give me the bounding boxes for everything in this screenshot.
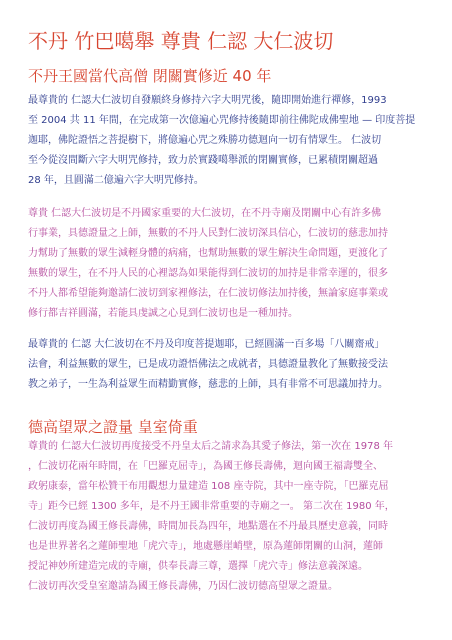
paragraph-puja: 最尊貴的 仁認 大仁波切在不丹及印度菩提迦耶，已經圓滿一百多場「八關齋戒」 法會，利益無數的眾生，已是成功證悟佛法之成就者，具德證量教化了無數接受法 教之弟子，一生為利益眾生而精勤實修，慈悲的上師，具有非常不可思議加持力。: [28, 339, 388, 390]
page-title: 不丹 竹巴噶舉 尊貴 仁認 大仁波切: [28, 29, 334, 53]
section-heading-royal: 德高望眾之證量 皇室倚重: [28, 418, 198, 436]
paragraph-retreat: 最尊貴的 仁認大仁波切自發願終身修持六字大明咒後，隨即開始進行禪修，1993 至 2004 共 11 年間，在完成第一次億遍心咒修持後隨即前往佛陀成佛聖地 — 印度菩提 迦耶，佛陀證悟之菩提樹下，將億遍心咒之殊勝功德迴向一切有情眾生。 仁波切 至今從沒間斷六字大明咒修持，致力於實踐噶舉派的閉關實修，已累積閉關超過 28 年，且圓滿二億遍六字大明咒修持。: [28, 95, 416, 186]
paragraph-royal-family: 尊貴的 仁認大仁波切再度接受不丹皇太后之請求為其愛子修法，第一次在 1978 年 ，仁波切花兩年時間，在「巴羅克屈寺」，為國王修長壽佛，迴向國王福壽雙全、 政躬康泰，當年松贊干布用觀想力量建造 108 座寺院，其中一座寺院，「巴羅克屈 寺」距今已經 1300 多年，是不丹王國非常重要的寺廟之一。 第二次在 1980 年， 仁波切再度為國王修長壽佛，時間加長為四年，地點選在不丹最具歷史意義，同時 也是世界著名之蓮師聖地「虎穴寺」，地處懸崖峭壁，原為蓮師閉關的山洞，蓮師 授記神妙所建造完成的寺廟，供奉長壽三尊，選擇「虎穴寺」修法意義深遠。 仁波切再次受皇室邀請為國王修長壽佛，乃因仁波切德高望眾之證量。: [28, 441, 395, 592]
paragraph-blessing: 尊貴 仁認大仁波切是不丹國家重要的大仁波切，在不丹寺廟及閉關中心有許多佛 行事業，具德證量之上師，無數的不丹人民對仁波切深具信心，仁波切的慈悲加持 力幫助了無數的眾生減輕身體的病痛，也幫助無數的眾生解決生命問題，更渡化了 無數的眾生，在不丹人民的心裡認為如果能得到仁波切的加持是非常幸運的，很多 不丹人都希望能夠邀請仁波切到家裡修法，在仁波切修法加持後，無論家庭事業或 修行都吉祥圓滿，若能具虔誠之心見到仁波切也是一種加持。: [28, 208, 388, 319]
section-heading-monk: 不丹王國當代高僧 閉關實修近 40 年: [28, 67, 272, 85]
